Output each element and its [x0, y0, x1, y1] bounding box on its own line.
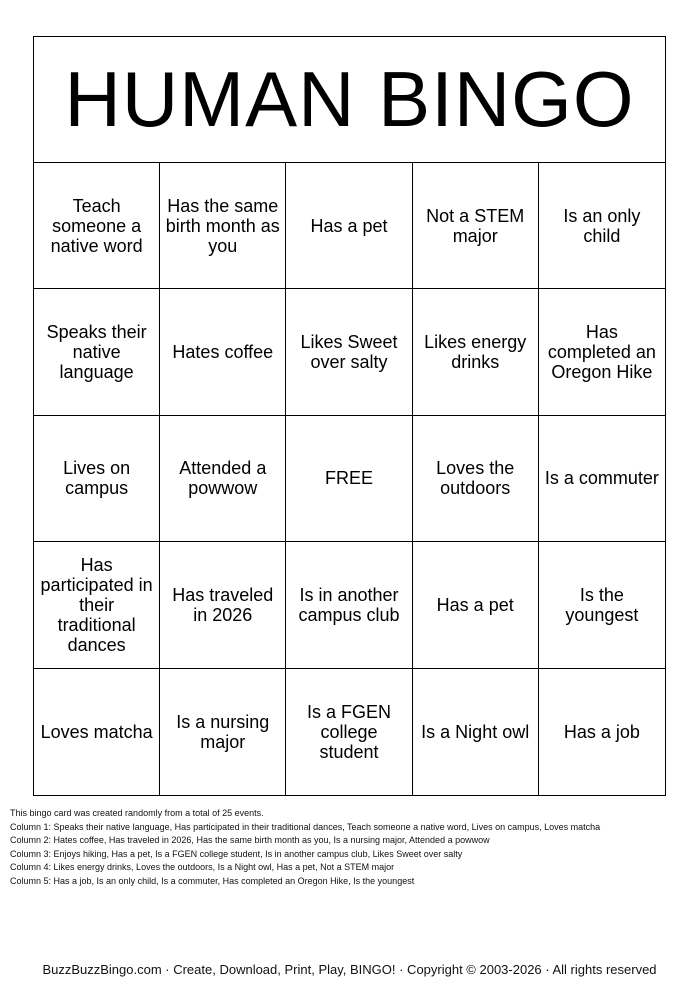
bingo-cell: Speaks their native language [34, 289, 160, 415]
bingo-cell: Likes Sweet over salty [286, 289, 412, 415]
info-column-list: Column 2: Hates coffee, Has traveled in 2026, Has the same birth month as you, Is a nursing major, Attended a powwow [10, 835, 490, 845]
bingo-cell: Attended a powwow [160, 416, 286, 542]
bingo-cell: Has completed an Oregon Hike [539, 289, 665, 415]
card-title: HUMAN BINGO [34, 37, 665, 163]
info-column-list: Column 5: Has a job, Is an only child, Is a commuter, Has completed an Oregon Hike, Is the youngest [10, 875, 415, 886]
bingo-cell: Loves the outdoors [413, 416, 539, 542]
bingo-cell: Teach someone a native word [34, 163, 160, 289]
bingo-cell: Not a STEM major [413, 163, 539, 289]
bingo-cell: Has a job [563, 721, 640, 742]
info-summary: This bingo card was created randomly from a total of 25 events. [10, 808, 264, 818]
bingo-grid [34, 163, 665, 795]
bingo-cell: Is a Night owl [413, 669, 539, 795]
card-info [10, 807, 600, 888]
bingo-cell: Has the same birth month as you [160, 163, 286, 289]
bingo-cell: Has participated in their traditional dances [34, 542, 160, 668]
info-column-list: Column 4: Likes energy drinks, Loves the outdoors, Is a Night owl, Has a pet, Not a STEM major [10, 862, 395, 872]
bingo-cell: Is a commuter [539, 416, 665, 542]
bingo-cell: Is a FGEN college student [286, 669, 412, 795]
info-column-list: Column 3: Enjoys hiking, Has a pet, Is a FGEN college student, Is in another campus club, Likes Sweet over salty [10, 848, 463, 859]
bingo-cell: Is an only child [539, 163, 665, 289]
info-column-list: Column 1: Speaks their native language, Has participated in their traditional dances, Teach someone a native word, Lives on campus, Loves matcha [10, 821, 601, 832]
bingo-cell: Is a nursing major [160, 669, 286, 795]
bingo-cell: Loves matcha [34, 669, 160, 795]
footer-copyright: BuzzBuzzBingo.com · Create, Download, Print, Play, BINGO! · Copyright © 2003-2026 · All rights reserved [42, 962, 657, 977]
bingo-cell: Has traveled in 2026 [160, 542, 286, 668]
bingo-cell: Hates coffee [160, 289, 286, 415]
bingo-cell: Likes energy drinks [413, 289, 539, 415]
bingo-cell: Is in another campus club [286, 542, 412, 668]
bingo-cell: Lives on campus [34, 416, 160, 542]
bingo-cell: Has a pet [413, 542, 539, 668]
bingo-cell: Is the youngest [539, 542, 665, 668]
bingo-cell: Has a pet [286, 163, 412, 289]
bingo-card [33, 36, 666, 796]
free-space-cell: FREE [286, 416, 412, 542]
